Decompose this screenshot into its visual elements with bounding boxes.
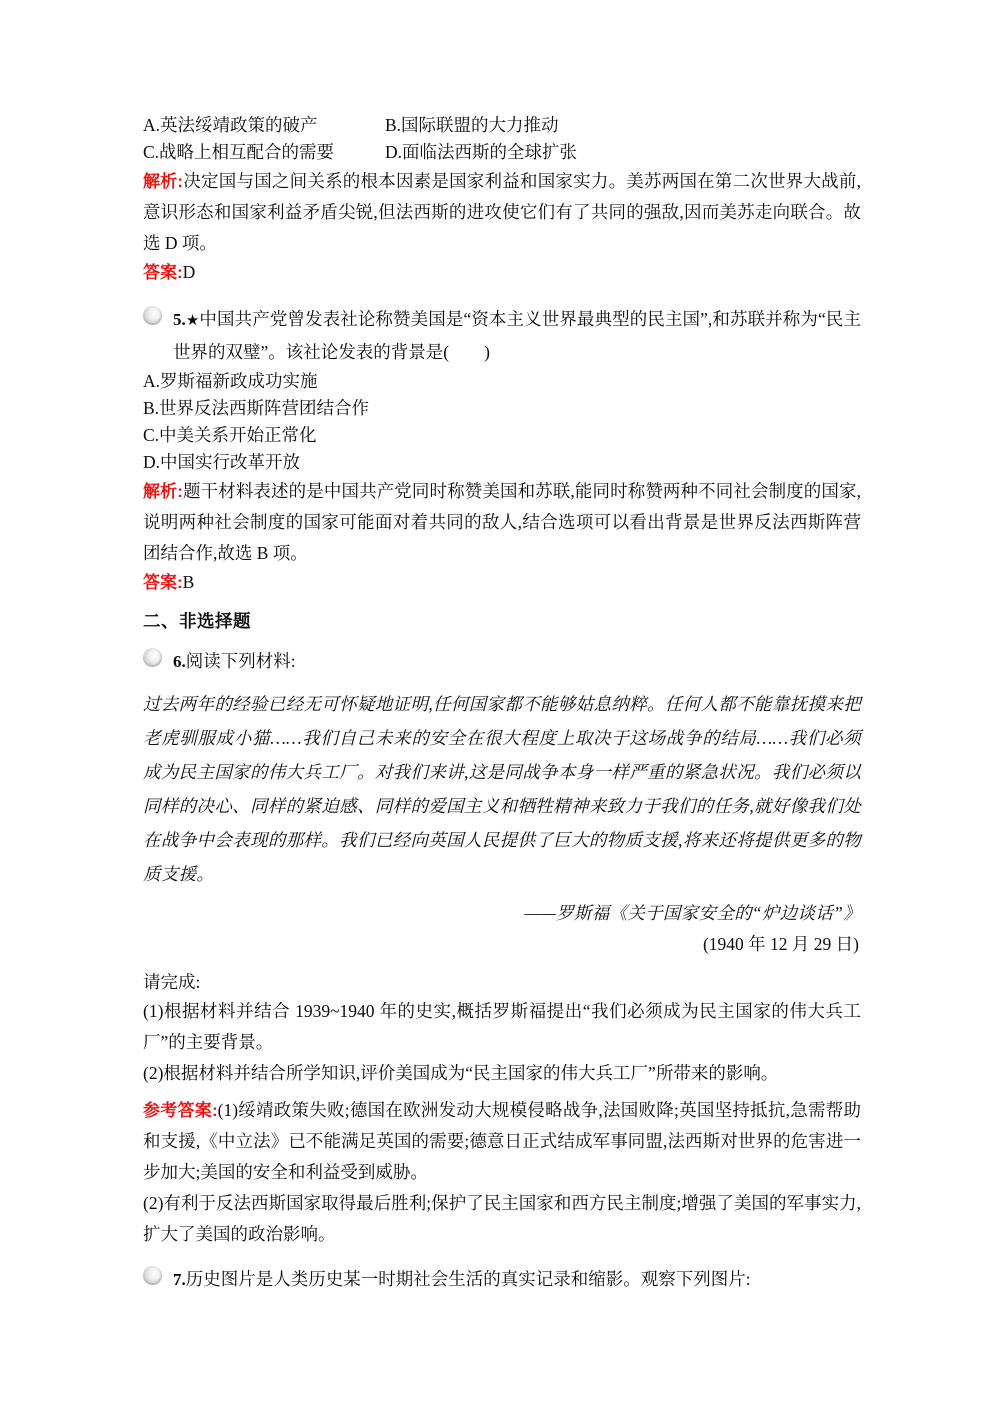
q6-stem (173, 646, 861, 677)
q5-analysis-text: 题干材料表述的是中国共产党同时称赞美国和苏联,能同时称赞两种不同社会制度的国家,说明两种社会制度的国家可能面对着共同的敌人,结合选项可以看出背景是世界反法西斯阵营团结合作,故选 B 项。 (143, 481, 861, 563)
question-bullet-icon (143, 1266, 162, 1285)
q6-attribution: ——罗斯福《关于国家安全的“炉边谈话”》 (524, 903, 861, 923)
q7-stem-text: 历史图片是人类历史某一时期社会生活的真实记录和缩影。观察下列图片: (185, 1269, 751, 1289)
q5-number: 5. (173, 310, 186, 329)
q4-option-a: A.英法绥靖政策的破产 (143, 115, 318, 135)
q5-answer-text: B (182, 572, 195, 592)
q4-answer-label: 答案: (143, 263, 183, 282)
q5-stem-text: 中国共产党曾发表社论称赞美国是“资本主义世界最典型的民主国”,和苏联并称为“民主世界的双璧”。该社论发表的背景是( ) (173, 309, 861, 362)
q5-analysis-label: 解析: (143, 482, 183, 501)
q7-number: 7. (173, 1270, 186, 1289)
question-6 (143, 646, 861, 677)
q6-subquestion-1: (1)根据材料并结合 1939~1940 年的史实,概括罗斯福提出“我们必须成为民主国家的伟大兵工厂”的主要背景。 (143, 1001, 861, 1052)
q5-analysis (143, 476, 861, 569)
q4-answer (143, 259, 861, 286)
q6-material-quote: 过去两年的经验已经无可怀疑地证明,任何国家都不能够姑息纳粹。任何人都不能靠抚摸来把老虎驯服成小猫……我们自己未来的安全在很大程度上取决于这场战争的结局……我们必须成为民主国家的伟大兵工厂。对我们来讲,这是同战争本身一样严重的紧急状况。我们必须以同样的决心、同样的紧迫感、同样的爱国主义和牺牲精神来致力于我们的任务,就好像我们处在战争中会表现的那样。我们已经向英国人民提供了巨大的物质支援,将来还将提供更多的物质支援。 (143, 694, 861, 884)
q4-option-b: B.国际联盟的大力推动 (385, 115, 559, 135)
q4-option-row-cd (143, 139, 861, 166)
question-bullet-icon (143, 306, 162, 325)
q6-number: 6. (173, 652, 186, 671)
q5-answer-label: 答案: (143, 573, 183, 592)
section-heading-2: 二、非选择题 (143, 611, 251, 631)
q4-option-row-ab (143, 112, 861, 139)
q7-stem (173, 1264, 861, 1295)
star-icon: ★ (185, 313, 200, 329)
q6-subquestion-2: (2)根据材料并结合所学知识,评价美国成为“民主国家的伟大兵工厂”所带来的影响。 (143, 1063, 779, 1083)
question-bullet-icon (143, 648, 162, 667)
q5-answer (143, 569, 861, 596)
q5-option-c: C.中美关系开始正常化 (143, 425, 317, 445)
q6-reference-answer-1 (143, 1095, 861, 1188)
q6-answer-label: 参考答案: (143, 1101, 218, 1120)
q4-option-c: C.战略上相互配合的需要 (143, 142, 335, 162)
q5-stem (173, 304, 861, 368)
question-7 (143, 1264, 861, 1295)
q4-analysis-text: 决定国与国之间关系的根本因素是国家利益和国家实力。美苏两国在第二次世界大战前,意识形态和国家利益矛盾尖锐,但法西斯的进攻使它们有了共同的强敌,因而美苏走向联合。故选 D 项。 (143, 171, 861, 253)
q6-stem-text: 阅读下列材料: (185, 651, 296, 671)
q5-option-a: A.罗斯福新政成功实施 (143, 371, 318, 391)
question-5 (143, 304, 861, 368)
exercise-page (143, 112, 861, 1295)
q6-prompt: 请完成: (143, 972, 201, 992)
q4-option-d: D.面临法西斯的全球扩张 (385, 142, 578, 162)
q5-option-d: D.中国实行改革开放 (143, 452, 301, 472)
q4-analysis-label: 解析: (143, 172, 184, 191)
q6-reference-answer-2: (2)有利于反法西斯国家取得最后胜利;保护了民主国家和西方民主制度;增强了美国的军事实力,扩大了美国的政治影响。 (143, 1193, 861, 1244)
q4-analysis (143, 166, 861, 259)
q6-answer-text-1: (1)绥靖政策失败;德国在欧洲发动大规模侵略战争,法国败降;英国坚持抵抗,急需帮助和支援,《中立法》已不能满足英国的需要;德意日正式结成军事同盟,法西斯对世界的危害进一步加大;美国的安全和利益受到威胁。 (143, 1100, 861, 1182)
q6-attribution-date: (1940 年 12 月 29 日) (702, 934, 859, 954)
q5-option-b: B.世界反法西斯阵营团结合作 (143, 398, 370, 418)
q4-answer-text: D (182, 262, 196, 282)
